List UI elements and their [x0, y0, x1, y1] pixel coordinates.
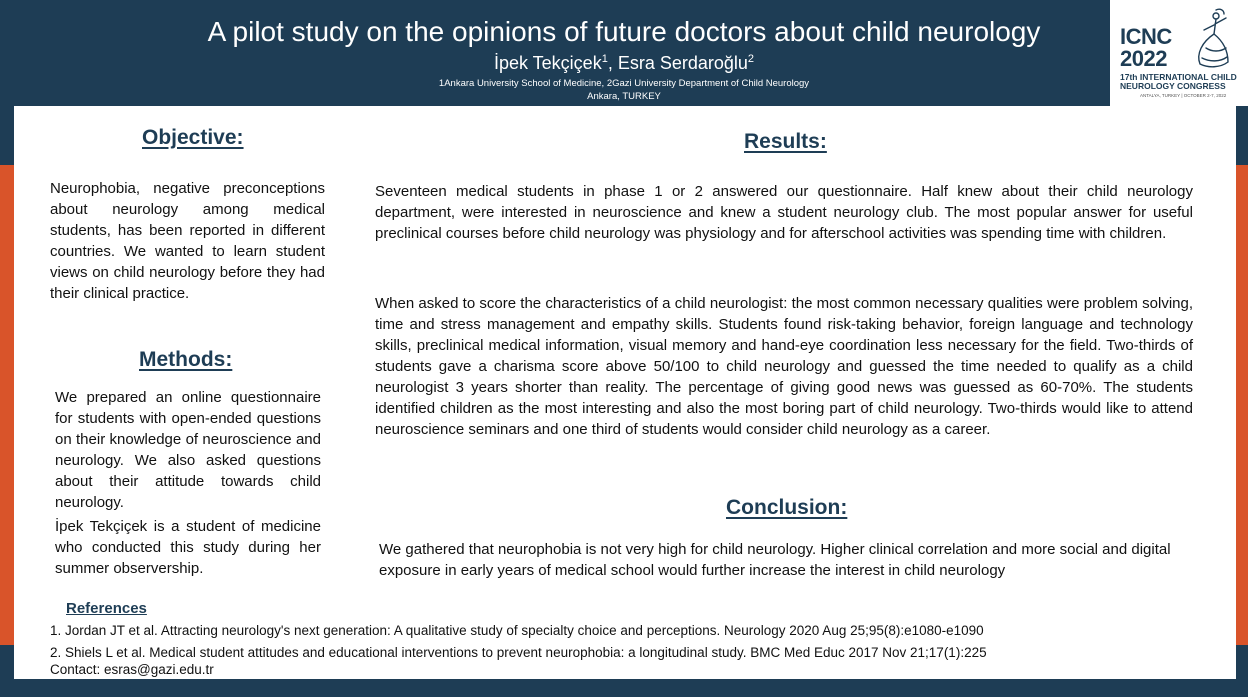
logo-text-year: 2022	[1120, 46, 1167, 71]
logo-congress-name-line2: NEUROLOGY CONGRESS	[1120, 81, 1226, 91]
reference-2: 2. Shiels L et al. Medical student attitudes and educational interventions to prevent neurophobia: a longitudinal study. BMC Med Educ 2017 Nov 21;17(1):225	[50, 645, 987, 660]
author-2: Esra Serdaroğlu	[617, 53, 748, 73]
contact-email: Contact: esras@gazi.edu.tr	[50, 662, 214, 677]
left-accent-stripe	[0, 165, 14, 645]
author-1-affil-mark: 1	[601, 53, 608, 65]
author-2-affil-mark: 2	[747, 53, 755, 65]
conclusion-heading: Conclusion:	[726, 496, 848, 519]
poster-header	[0, 0, 1248, 106]
objective-heading: Objective:	[142, 126, 244, 149]
conclusion-text: We gathered that neurophobia is not very high for child neurology. Higher clinical correlation and more social and digital exposure in early years of medical school would further increase the interest in child neurology	[379, 541, 1171, 579]
methods-note: İpek Tekçiçek is a student of medicine who conducted this study during her summer observership.	[55, 518, 321, 577]
results-heading: Results:	[744, 130, 827, 153]
author-separator: ,	[607, 53, 618, 73]
poster-content-panel	[14, 106, 1236, 679]
location-line: Ankara, TURKEY	[587, 91, 661, 102]
references-heading: References	[66, 600, 147, 617]
congress-logo	[1110, 0, 1248, 106]
methods-text: We prepared an online questionnaire for students with open-ended questions on their knowledge of neuroscience and neurology. We also asked questions about their attitude towards child neurology.	[55, 389, 321, 511]
logo-dates: ANTALYA, TURKEY | OCTOBER 2-7, 2022	[1140, 93, 1227, 98]
objective-text: Neurophobia, negative preconceptions about neurology among medical students, has been reported in different countries. We wanted to learn student views on child neurology before they had their clinical practice.	[50, 180, 325, 302]
logo-congress-name	[1120, 73, 1248, 91]
affiliations	[0, 77, 1248, 103]
reference-1: 1. Jordan JT et al. Attracting neurology's next generation: A qualitative study of specialty choice and perceptions. Neurology 2020 Aug 25;95(8):e1080-e1090	[50, 623, 984, 638]
results-paragraph-2: When asked to score the characteristics of a child neurologist: the most common necessary qualities were problem solving, time and stress management and empathy skills. Students found risk-taking behavior, foreign language and technology skills, preclinical medical information, visual memory and hand-eye coordination less necessary for the field. Two-thirds of students gave a charisma score above 50/100 to child neurology and guessed the time needed to qualify as a child neurologist 3 years shorter than reality. The percentage of giving good news was guessed as 60-70%. The students identified children as the most interesting and also the most boring part of child neurology. Two-thirds would like to attend neuroscience seminars and one third of students would consider child neurology as a career.	[375, 295, 1193, 438]
author-line	[0, 47, 1248, 75]
affiliation-line: 1Ankara University School of Medicine, 2Gazi University Department of Child Neurology	[438, 78, 810, 89]
logo-text-icnc: ICNC	[1120, 24, 1172, 49]
logo-congress-name-line1: 17th INTERNATIONAL CHILD	[1120, 72, 1237, 82]
whirling-dervish-icon	[1186, 4, 1232, 70]
methods-heading: Methods:	[139, 348, 233, 371]
results-paragraph-1: Seventeen medical students in phase 1 or 2 answered our questionnaire. Half knew about their child neurology department, were interested in neuroscience and knew a student neurology club. The most popular answer for useful preclinical courses before child neurology was physiology and for afterschool activities was spending time with children.	[375, 183, 1193, 242]
right-accent-stripe	[1236, 165, 1248, 645]
author-1: İpek Tekçiçek	[493, 53, 602, 73]
poster-title: A pilot study on the opinions of future doctors about child neurology	[207, 16, 1041, 47]
